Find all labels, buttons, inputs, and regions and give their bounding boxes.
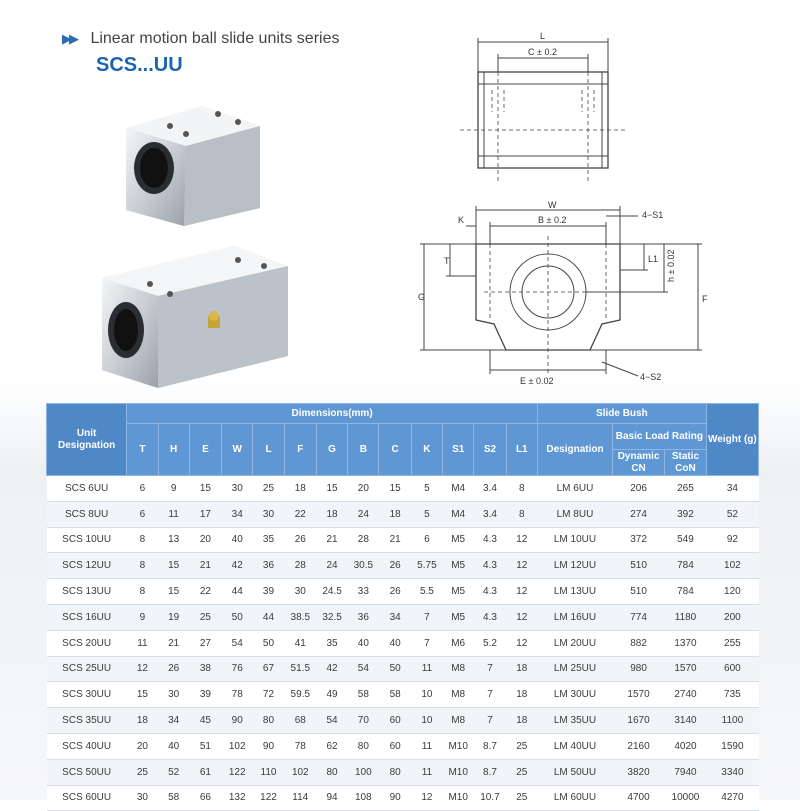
table-cell: 80	[379, 759, 411, 785]
table-cell: 25	[506, 785, 537, 811]
th-dynamic: Dynamic CN	[613, 450, 665, 476]
table-cell: 4020	[665, 733, 707, 759]
table-cell: 78	[284, 733, 316, 759]
table-cell: 100	[348, 759, 379, 785]
table-cell: 40	[348, 630, 379, 656]
table-cell: 42	[316, 656, 347, 682]
table-cell: 8	[506, 501, 537, 527]
cell-bush-designation: LM 50UU	[537, 759, 612, 785]
table-cell: 5	[411, 476, 442, 502]
table-cell: 90	[379, 785, 411, 811]
dim-W-label: W	[548, 200, 557, 210]
dim-B-label: B ± 0.2	[538, 215, 567, 225]
table-cell: 58	[158, 785, 189, 811]
series-title: Linear motion ball slide units series	[90, 30, 340, 47]
table-cell: 549	[665, 527, 707, 553]
cell-unit-designation: SCS 16UU	[47, 604, 127, 630]
cell-unit-designation: SCS 8UU	[47, 501, 127, 527]
cell-bush-designation: LM 30UU	[537, 682, 612, 708]
table-row	[47, 733, 759, 759]
table-cell: 1590	[706, 733, 758, 759]
double-arrow-icon: ▶▶	[62, 31, 76, 46]
dim-F-label: F	[702, 294, 708, 304]
th-col-H: H	[158, 424, 189, 476]
table-cell: 10	[411, 682, 442, 708]
cell-bush-designation: LM 10UU	[537, 527, 612, 553]
drawing-front-view	[410, 200, 710, 390]
table-cell: 25	[127, 759, 158, 785]
dim-L1-label: L1	[648, 254, 659, 264]
table-cell: 12	[506, 527, 537, 553]
table-cell: 9	[127, 604, 158, 630]
table-cell: 30	[284, 579, 316, 605]
spec-table	[46, 403, 759, 811]
table-cell: 1570	[613, 682, 665, 708]
table-cell: 265	[665, 476, 707, 502]
table-cell: 34	[158, 708, 189, 734]
table-cell: 4270	[706, 785, 758, 811]
table-cell: M10	[443, 759, 474, 785]
table-cell: 4.3	[474, 604, 506, 630]
table-cell: 40	[222, 527, 253, 553]
table-cell: 18	[506, 656, 537, 682]
table-cell: 24	[316, 553, 347, 579]
table-cell: 1100	[706, 708, 758, 734]
table-cell: 11	[411, 759, 442, 785]
table-cell: 10.7	[474, 785, 506, 811]
table-cell: 6	[411, 527, 442, 553]
table-cell: 33	[348, 579, 379, 605]
cell-bush-designation: LM 12UU	[537, 553, 612, 579]
table-cell: 24.5	[316, 579, 347, 605]
table-cell: 132	[222, 785, 253, 811]
table-cell: 58	[348, 682, 379, 708]
table-cell: 200	[706, 604, 758, 630]
dim-L-label: L	[540, 32, 546, 41]
table-cell: 8	[127, 527, 158, 553]
table-cell: 22	[284, 501, 316, 527]
product-photo-short	[110, 98, 270, 228]
table-cell: 13	[158, 527, 189, 553]
table-cell: 68	[284, 708, 316, 734]
table-cell: 12	[506, 553, 537, 579]
table-cell: 76	[222, 656, 253, 682]
cell-unit-designation: SCS 40UU	[47, 733, 127, 759]
table-cell: 30.5	[348, 553, 379, 579]
table-cell: M5	[443, 553, 474, 579]
table-cell: 78	[222, 682, 253, 708]
table-cell: 27	[189, 630, 221, 656]
table-cell: 774	[613, 604, 665, 630]
table-cell: 1570	[665, 656, 707, 682]
th-weight: Weight (g)	[706, 404, 758, 476]
table-cell: 80	[316, 759, 347, 785]
table-cell: 25	[189, 604, 221, 630]
cell-unit-designation: SCS 12UU	[47, 553, 127, 579]
table-cell: 26	[158, 656, 189, 682]
table-cell: 26	[284, 527, 316, 553]
table-cell: 102	[222, 733, 253, 759]
table-cell: 3140	[665, 708, 707, 734]
table-cell: 66	[189, 785, 221, 811]
dim-E-label: E ± 0.02	[520, 376, 554, 386]
th-col-T: T	[127, 424, 158, 476]
table-cell: 8	[506, 476, 537, 502]
table-cell: 51	[189, 733, 221, 759]
th-col-S2: S2	[474, 424, 506, 476]
table-cell: 1180	[665, 604, 707, 630]
cell-unit-designation: SCS 30UU	[47, 682, 127, 708]
table-cell: 784	[665, 553, 707, 579]
table-cell: 4.3	[474, 553, 506, 579]
th-col-C: C	[379, 424, 411, 476]
table-cell: 3.4	[474, 501, 506, 527]
table-cell: M8	[443, 682, 474, 708]
table-cell: M5	[443, 527, 474, 553]
table-cell: 6	[127, 501, 158, 527]
table-cell: 54	[348, 656, 379, 682]
table-cell: 18	[506, 682, 537, 708]
table-cell: 7	[474, 682, 506, 708]
table-cell: 25	[506, 733, 537, 759]
series-header	[62, 30, 340, 76]
cell-bush-designation: LM 40UU	[537, 733, 612, 759]
table-cell: 50	[379, 656, 411, 682]
table-cell: 22	[189, 579, 221, 605]
table-cell: M8	[443, 708, 474, 734]
table-cell: 30	[253, 501, 284, 527]
table-cell: 1670	[613, 708, 665, 734]
table-cell: 102	[284, 759, 316, 785]
table-cell: 6	[127, 476, 158, 502]
table-cell: 18	[127, 708, 158, 734]
table-cell: 18	[316, 501, 347, 527]
table-cell: M8	[443, 656, 474, 682]
table-row	[47, 656, 759, 682]
table-cell: 62	[316, 733, 347, 759]
table-cell: 70	[348, 708, 379, 734]
table-cell: 15	[189, 476, 221, 502]
cell-bush-designation: LM 6UU	[537, 476, 612, 502]
table-cell: M4	[443, 476, 474, 502]
table-cell: 61	[189, 759, 221, 785]
table-cell: 54	[316, 708, 347, 734]
table-cell: M10	[443, 785, 474, 811]
table-cell: 18	[506, 708, 537, 734]
table-cell: 21	[379, 527, 411, 553]
cell-unit-designation: SCS 13UU	[47, 579, 127, 605]
table-cell: 25	[253, 476, 284, 502]
table-cell: 102	[706, 553, 758, 579]
cell-bush-designation: LM 25UU	[537, 656, 612, 682]
table-cell: 45	[189, 708, 221, 734]
cell-bush-designation: LM 60UU	[537, 785, 612, 811]
table-cell: 34	[706, 476, 758, 502]
th-col-W: W	[222, 424, 253, 476]
table-cell: 36	[253, 553, 284, 579]
dim-S2-label: 4−S2	[640, 372, 662, 382]
table-cell: 372	[613, 527, 665, 553]
table-cell: 15	[127, 682, 158, 708]
table-cell: 5.2	[474, 630, 506, 656]
table-cell: 12	[127, 656, 158, 682]
dim-h-label: h ± 0.02	[666, 249, 676, 282]
table-cell: 17	[189, 501, 221, 527]
cell-unit-designation: SCS 35UU	[47, 708, 127, 734]
table-cell: 5.5	[411, 579, 442, 605]
table-cell: 35	[253, 527, 284, 553]
table-cell: 38	[189, 656, 221, 682]
th-col-K: K	[411, 424, 442, 476]
table-cell: 3340	[706, 759, 758, 785]
table-cell: 94	[316, 785, 347, 811]
table-cell: 80	[253, 708, 284, 734]
dim-G-label: G	[418, 292, 426, 302]
table-cell: 35	[316, 630, 347, 656]
table-cell: 80	[348, 733, 379, 759]
th-col-S1: S1	[443, 424, 474, 476]
table-cell: 90	[253, 733, 284, 759]
table-cell: 510	[613, 553, 665, 579]
drawing-top-view	[440, 32, 680, 192]
table-cell: 34	[379, 604, 411, 630]
table-cell: 21	[316, 527, 347, 553]
table-cell: M10	[443, 733, 474, 759]
table-cell: 18	[284, 476, 316, 502]
table-cell: 41	[284, 630, 316, 656]
table-cell: M4	[443, 501, 474, 527]
table-cell: 7	[474, 708, 506, 734]
table-row	[47, 501, 759, 527]
table-cell: 24	[348, 501, 379, 527]
table-cell: M5	[443, 604, 474, 630]
table-cell: 15	[316, 476, 347, 502]
table-row	[47, 604, 759, 630]
table-cell: 50	[222, 604, 253, 630]
table-cell: 3820	[613, 759, 665, 785]
table-cell: 50	[253, 630, 284, 656]
table-cell: 392	[665, 501, 707, 527]
table-cell: 7	[411, 604, 442, 630]
table-cell: 206	[613, 476, 665, 502]
table-cell: 32.5	[316, 604, 347, 630]
th-static: Static CoN	[665, 450, 707, 476]
th-designation: Designation	[537, 424, 612, 476]
table-cell: 58	[379, 682, 411, 708]
table-cell: 11	[411, 656, 442, 682]
table-cell: 7	[411, 630, 442, 656]
cell-unit-designation: SCS 60UU	[47, 785, 127, 811]
table-cell: 34	[222, 501, 253, 527]
table-cell: 30	[127, 785, 158, 811]
table-cell: 5.75	[411, 553, 442, 579]
table-cell: 44	[222, 579, 253, 605]
table-cell: 122	[222, 759, 253, 785]
cell-unit-designation: SCS 25UU	[47, 656, 127, 682]
table-cell: 90	[222, 708, 253, 734]
table-cell: 72	[253, 682, 284, 708]
table-cell: 60	[379, 708, 411, 734]
table-cell: 40	[158, 733, 189, 759]
table-cell: 67	[253, 656, 284, 682]
table-cell: 12	[411, 785, 442, 811]
th-basic-load: Basic Load Rating	[613, 424, 707, 450]
table-cell: 8	[127, 553, 158, 579]
table-cell: 39	[253, 579, 284, 605]
table-cell: 36	[348, 604, 379, 630]
table-row	[47, 759, 759, 785]
table-cell: 40	[379, 630, 411, 656]
table-cell: 26	[379, 553, 411, 579]
dim-C-label: C ± 0.2	[528, 47, 557, 57]
table-cell: 30	[158, 682, 189, 708]
dim-K-label: K	[458, 215, 465, 225]
table-cell: 510	[613, 579, 665, 605]
table-cell: 92	[706, 527, 758, 553]
table-cell: 7940	[665, 759, 707, 785]
table-cell: 28	[284, 553, 316, 579]
th-slide-bush: Slide Bush	[537, 404, 706, 424]
table-cell: 26	[379, 579, 411, 605]
table-cell: 10	[411, 708, 442, 734]
cell-bush-designation: LM 20UU	[537, 630, 612, 656]
table-cell: 39	[189, 682, 221, 708]
table-row	[47, 682, 759, 708]
table-cell: 4.3	[474, 527, 506, 553]
table-cell: 20	[348, 476, 379, 502]
th-col-L1: L1	[506, 424, 537, 476]
table-cell: 52	[158, 759, 189, 785]
table-cell: 54	[222, 630, 253, 656]
table-cell: 122	[253, 785, 284, 811]
table-cell: 8.7	[474, 733, 506, 759]
table-cell: 60	[379, 733, 411, 759]
table-cell: 4.3	[474, 579, 506, 605]
table-row	[47, 785, 759, 811]
table-cell: 11	[411, 733, 442, 759]
table-cell: 20	[127, 733, 158, 759]
table-row	[47, 708, 759, 734]
table-cell: 15	[379, 476, 411, 502]
th-col-B: B	[348, 424, 379, 476]
table-cell: 120	[706, 579, 758, 605]
cell-unit-designation: SCS 6UU	[47, 476, 127, 502]
dim-S1-label: 4−S1	[642, 210, 664, 220]
table-cell: 11	[158, 501, 189, 527]
cell-bush-designation: LM 16UU	[537, 604, 612, 630]
table-row	[47, 527, 759, 553]
table-cell: 25	[506, 759, 537, 785]
table-cell: 19	[158, 604, 189, 630]
table-cell: 44	[253, 604, 284, 630]
table-cell: 12	[506, 630, 537, 656]
spec-table-body	[47, 476, 759, 811]
table-cell: 21	[158, 630, 189, 656]
table-cell: 3.4	[474, 476, 506, 502]
table-cell: 11	[127, 630, 158, 656]
table-cell: 114	[284, 785, 316, 811]
table-cell: 274	[613, 501, 665, 527]
table-cell: 15	[158, 579, 189, 605]
table-cell: 30	[222, 476, 253, 502]
table-cell: 21	[189, 553, 221, 579]
table-cell: 110	[253, 759, 284, 785]
table-cell: 8.7	[474, 759, 506, 785]
th-dimensions: Dimensions(mm)	[127, 404, 538, 424]
table-cell: M5	[443, 579, 474, 605]
table-cell: 10000	[665, 785, 707, 811]
table-cell: 42	[222, 553, 253, 579]
table-cell: 52	[706, 501, 758, 527]
table-cell: 12	[506, 604, 537, 630]
table-cell: 8	[127, 579, 158, 605]
product-photo-long	[88, 236, 298, 396]
th-unit-designation: Unit Designation	[47, 404, 127, 476]
cell-unit-designation: SCS 10UU	[47, 527, 127, 553]
model-title: SCS...UU	[96, 54, 183, 76]
table-cell: 255	[706, 630, 758, 656]
dim-T-label: T	[444, 256, 450, 266]
table-cell: 4700	[613, 785, 665, 811]
table-cell: 49	[316, 682, 347, 708]
table-cell: 7	[474, 656, 506, 682]
table-cell: 2740	[665, 682, 707, 708]
table-cell: 28	[348, 527, 379, 553]
table-cell: 38.5	[284, 604, 316, 630]
cell-bush-designation: LM 35UU	[537, 708, 612, 734]
table-cell: 12	[506, 579, 537, 605]
table-cell: M6	[443, 630, 474, 656]
th-col-G: G	[316, 424, 347, 476]
table-cell: 18	[379, 501, 411, 527]
table-cell: 20	[189, 527, 221, 553]
table-cell: 1370	[665, 630, 707, 656]
table-row	[47, 476, 759, 502]
cell-bush-designation: LM 13UU	[537, 579, 612, 605]
table-cell: 9	[158, 476, 189, 502]
th-col-L: L	[253, 424, 284, 476]
cell-unit-designation: SCS 50UU	[47, 759, 127, 785]
th-col-F: F	[284, 424, 316, 476]
cell-unit-designation: SCS 20UU	[47, 630, 127, 656]
table-row	[47, 553, 759, 579]
table-row	[47, 579, 759, 605]
table-cell: 15	[158, 553, 189, 579]
cell-bush-designation: LM 8UU	[537, 501, 612, 527]
table-cell: 882	[613, 630, 665, 656]
table-cell: 51.5	[284, 656, 316, 682]
table-cell: 980	[613, 656, 665, 682]
table-cell: 600	[706, 656, 758, 682]
table-cell: 59.5	[284, 682, 316, 708]
table-cell: 735	[706, 682, 758, 708]
table-row	[47, 630, 759, 656]
table-cell: 2160	[613, 733, 665, 759]
th-col-E: E	[189, 424, 221, 476]
table-cell: 784	[665, 579, 707, 605]
table-cell: 108	[348, 785, 379, 811]
table-cell: 5	[411, 501, 442, 527]
